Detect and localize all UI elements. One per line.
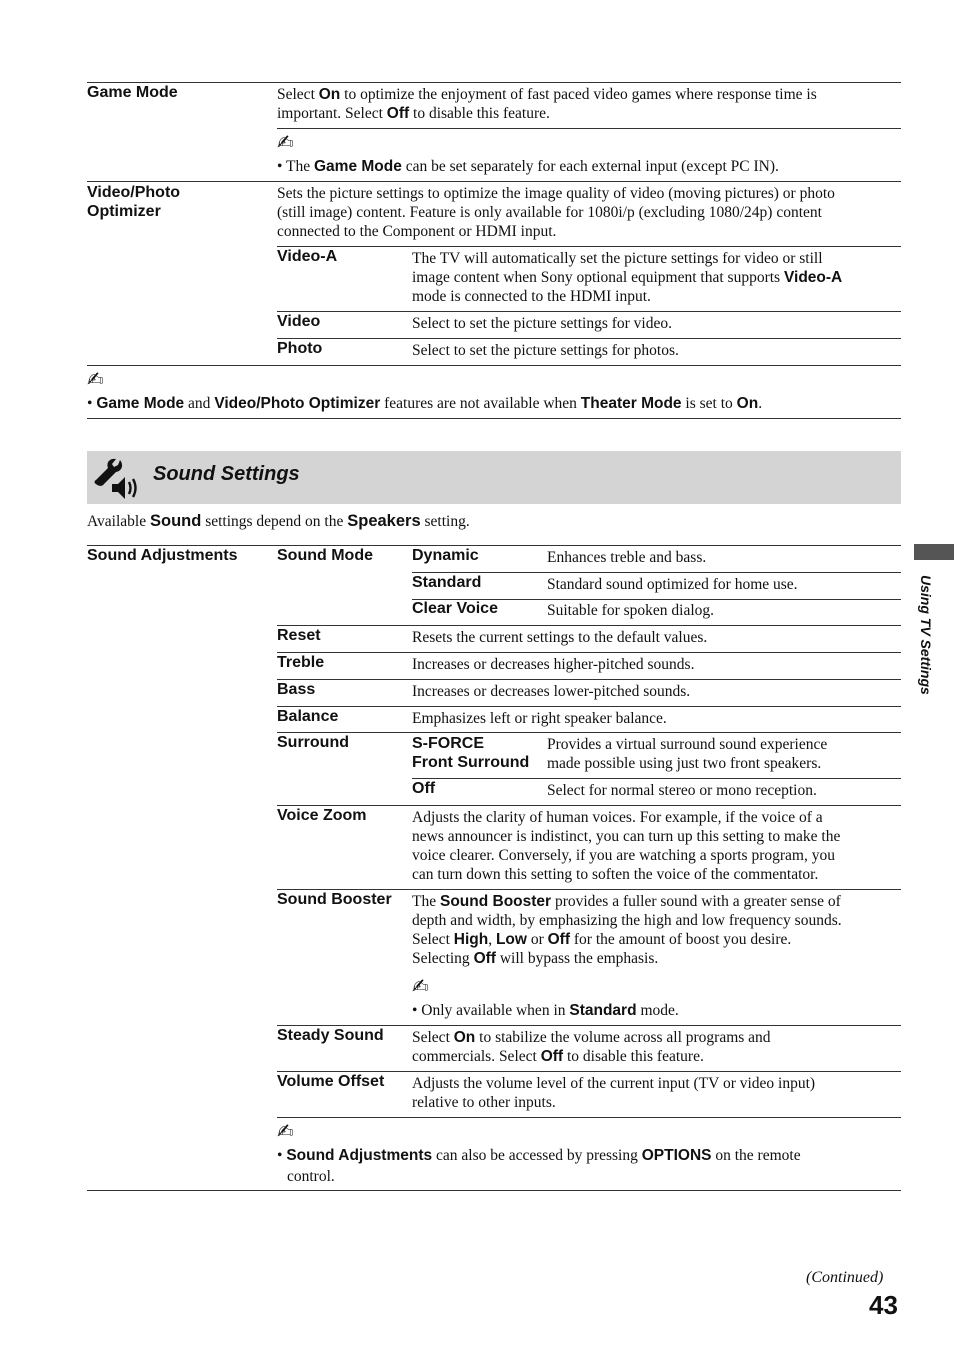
sforce-label: S-FORCE Front Surround xyxy=(412,735,530,771)
rule xyxy=(412,572,901,573)
rule xyxy=(277,128,901,129)
sound-booster-desc: The Sound Booster provides a fuller sound with a greater sense of depth and width, by emphasizing the high and low frequency sounds. Select High, Low or Off for the amount of boost you desire. Selecting Off will bypass the emphasis. xyxy=(412,893,842,967)
side-tab-label: Using TV Settings xyxy=(918,575,934,695)
surround-label: Surround xyxy=(277,734,349,751)
wrench-speaker-icon xyxy=(90,456,150,500)
note-pencil-icon: ✍ xyxy=(277,1119,294,1143)
rule xyxy=(277,338,901,339)
optimizer-desc: Sets the picture settings to optimize the image quality of video (moving pictures) or photo (still image) content. Feature is only available for 1080i/p (excluding 1080/24p) content connected to the Component or HDMI input. xyxy=(277,185,835,240)
sound-booster-note: • Only available when in Standard mode. xyxy=(412,1002,679,1019)
clear-voice-label: Clear Voice xyxy=(412,600,498,617)
photo-desc: Select to set the picture settings for photos. xyxy=(412,342,679,359)
video-desc: Select to set the picture settings for video. xyxy=(412,315,672,332)
balance-desc: Emphasizes left or right speaker balance. xyxy=(412,710,667,727)
treble-desc: Increases or decreases higher-pitched sounds. xyxy=(412,656,695,673)
reset-label: Reset xyxy=(277,627,321,644)
dynamic-desc: Enhances treble and bass. xyxy=(547,549,707,566)
voice-zoom-desc: Adjusts the clarity of human voices. For example, if the voice of a news announcer is indistinct, you can turn up this setting to make the voice clearer. Conversely, if you are watching a sports program, you can turn down this setting to soften the voice of the commentator. xyxy=(412,809,841,883)
steady-sound-label: Steady Sound xyxy=(277,1027,384,1044)
volume-offset-label: Volume Offset xyxy=(277,1073,385,1090)
video-label: Video xyxy=(277,313,321,330)
sound-adjustments-note: • Sound Adjustments can also be accessed by pressing OPTIONS on the remote control. xyxy=(277,1147,801,1185)
sound-booster-label: Sound Booster xyxy=(277,891,392,908)
rule xyxy=(412,778,901,779)
page-number: 43 xyxy=(869,1290,898,1320)
rule xyxy=(277,805,901,806)
rule xyxy=(277,246,901,247)
clear-voice-desc: Suitable for spoken dialog. xyxy=(547,602,715,619)
rule xyxy=(277,311,901,312)
treble-label: Treble xyxy=(277,654,325,671)
rule xyxy=(277,889,901,890)
game-mode-desc: Select On to optimize the enjoyment of fast paced video games where response time is important. Select Off to disable this feature. xyxy=(277,86,817,122)
sforce-desc: Provides a virtual surround sound experience made possible using just two front speakers. xyxy=(547,736,828,772)
standard-label: Standard xyxy=(412,574,482,591)
standard-desc: Standard sound optimized for home use. xyxy=(547,576,798,593)
note-pencil-icon: ✍ xyxy=(412,974,429,998)
sound-mode-label: Sound Mode xyxy=(277,547,373,564)
reset-desc: Resets the current settings to the default values. xyxy=(412,629,708,646)
rule xyxy=(87,365,901,366)
bass-label: Bass xyxy=(277,681,316,698)
section-title: Sound Settings xyxy=(153,463,300,485)
rule xyxy=(277,625,901,626)
rule xyxy=(87,1190,901,1191)
dynamic-label: Dynamic xyxy=(412,547,479,564)
rule xyxy=(277,1025,901,1026)
note-theater-mode: • Game Mode and Video/Photo Optimizer features are not available when Theater Mode is set to On. xyxy=(87,395,763,412)
note-pencil-icon: ✍ xyxy=(87,367,104,391)
video-a-label: Video-A xyxy=(277,248,338,265)
surround-off-desc: Select for normal stereo or mono reception. xyxy=(547,782,817,799)
photo-label: Photo xyxy=(277,340,323,357)
continued-label: (Continued) xyxy=(806,1269,884,1286)
rule xyxy=(277,732,901,733)
note-pencil-icon: ✍ xyxy=(277,130,294,154)
game-mode-label: Game Mode xyxy=(87,84,178,101)
rule xyxy=(277,1071,901,1072)
balance-label: Balance xyxy=(277,708,339,725)
bass-desc: Increases or decreases lower-pitched sounds. xyxy=(412,683,691,700)
rule xyxy=(277,652,901,653)
rule xyxy=(277,706,901,707)
section-intro: Available Sound settings depend on the Speakers setting. xyxy=(87,512,470,530)
rule xyxy=(87,181,901,182)
rule xyxy=(87,82,901,83)
rule xyxy=(277,1117,901,1118)
rule xyxy=(87,418,901,419)
rule xyxy=(87,545,901,546)
steady-sound-desc: Select On to stabilize the volume across all programs and commercials. Select Off to disable this feature. xyxy=(412,1029,771,1065)
voice-zoom-label: Voice Zoom xyxy=(277,807,367,824)
optimizer-label: Video/Photo Optimizer xyxy=(87,184,181,220)
section-header xyxy=(87,451,901,504)
rule xyxy=(277,679,901,680)
surround-off-label: Off xyxy=(412,780,436,797)
volume-offset-desc: Adjusts the volume level of the current input (TV or video input) relative to other inputs. xyxy=(412,1075,816,1111)
section-tab-marker xyxy=(914,544,954,560)
game-mode-note: • The Game Mode can be set separately for each external input (except PC IN). xyxy=(277,158,779,175)
sound-adjustments-label: Sound Adjustments xyxy=(87,547,238,564)
video-a-desc: The TV will automatically set the picture settings for video or still image content when Sony optional equipment that supports Video-A mode is connected to the HDMI input. xyxy=(412,250,843,305)
